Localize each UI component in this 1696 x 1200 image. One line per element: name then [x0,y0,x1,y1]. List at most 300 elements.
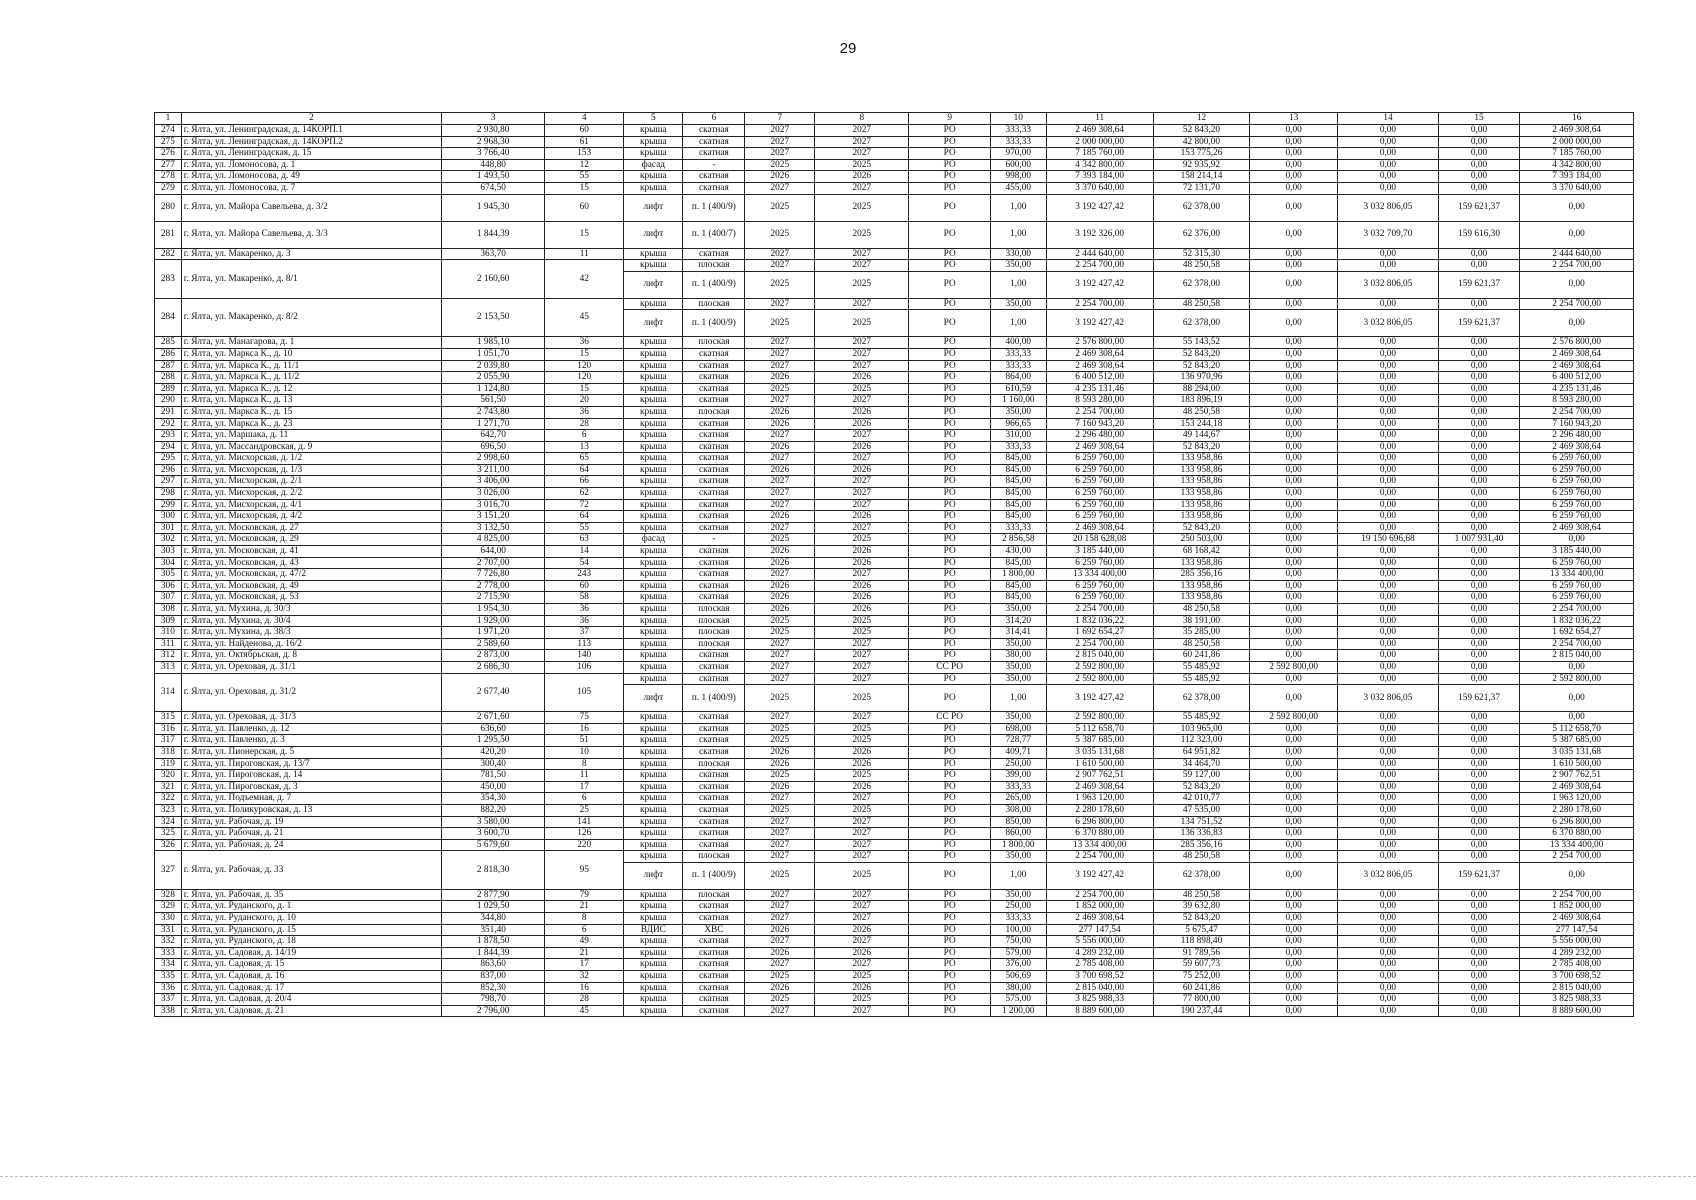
row-number-cell: 336 [155,982,182,994]
cell-h: 970,00 [990,148,1046,160]
cell-k: 0,00 [1250,476,1338,488]
table-row [155,360,1634,372]
cell-i: 3 192 427,42 [1046,862,1153,889]
cell-e: 2027 [745,395,815,407]
row-number-cell: 334 [155,959,182,971]
address-cell: г. Ялта, ул. Пироговская, д. 3 [181,781,441,793]
cell-k: 0,00 [1250,959,1338,971]
cell-c: крыша [624,627,683,639]
cell-k: 0,00 [1250,839,1338,851]
cell-j: 52 843,20 [1153,348,1249,360]
cell-o: 2 254 700,00 [1520,638,1634,650]
cell-o: 1 832 036,22 [1520,615,1634,627]
cell-i: 6 259 760,00 [1046,511,1153,523]
cell-e: 2027 [745,901,815,913]
cell-l: 0,00 [1338,298,1439,310]
cell-h: 333,33 [990,913,1046,925]
cell-m: 0,00 [1438,592,1519,604]
cell-d: скатная [683,522,745,534]
cell-i: 6 370 880,00 [1046,828,1153,840]
cell-d: скатная [683,650,745,662]
area-cell: 1 051,70 [442,348,545,360]
cell-f: 2025 [815,971,909,983]
cell-g: РО [909,839,990,851]
cell-g: РО [909,592,990,604]
cell-i: 1 692 654,27 [1046,627,1153,639]
cell-e: 2026 [745,372,815,384]
cell-d: скатная [683,511,745,523]
cell-m: 0,00 [1438,148,1519,160]
cell-d: скатная [683,546,745,558]
cell-k: 0,00 [1250,793,1338,805]
cell-o: 2 576 800,00 [1520,337,1634,349]
cell-k: 0,00 [1250,901,1338,913]
cell-j: 72 131,70 [1153,182,1249,194]
cell-o: 0,00 [1520,271,1634,298]
cell-g: РО [909,464,990,476]
row-number-cell: 285 [155,337,182,349]
table-row [155,746,1634,758]
table-row [155,770,1634,782]
cell-k: 0,00 [1250,511,1338,523]
area-cell: 644,00 [442,546,545,558]
cell-e: 2027 [745,793,815,805]
cell-f: 2026 [815,982,909,994]
address-cell: г. Ялта, ул. Руданского, д. 15 [181,924,441,936]
cell-h: 845,00 [990,476,1046,488]
cell-i: 6 259 760,00 [1046,499,1153,511]
cell-d: п. 1 (400/9) [683,194,745,221]
column-header-9: 9 [909,113,990,125]
cell-i: 3 192 427,42 [1046,194,1153,221]
cell-i: 3 185 440,00 [1046,546,1153,558]
area-cell: 2 671,60 [442,712,545,724]
cell-c: крыша [624,476,683,488]
cell-i: 2 254 700,00 [1046,889,1153,901]
cell-m: 0,00 [1438,360,1519,372]
cell-m: 0,00 [1438,248,1519,260]
table-row [155,522,1634,534]
residents-cell: 153 [545,148,624,160]
cell-d: п. 1 (400/9) [683,685,745,712]
cell-o: 2 907 762,51 [1520,770,1634,782]
residents-cell: 54 [545,557,624,569]
address-cell: г. Ялта, ул. Поликуровская, д. 13 [181,804,441,816]
cell-i: 2 815 040,00 [1046,650,1153,662]
cell-j: 49 144,67 [1153,430,1249,442]
cell-l: 0,00 [1338,418,1439,430]
table-row [155,557,1634,569]
cell-j: 47 535,00 [1153,804,1249,816]
cell-h: 698,00 [990,723,1046,735]
cell-k: 0,00 [1250,430,1338,442]
cell-c: лифт [624,310,683,337]
table-row [155,159,1634,171]
cell-m: 0,00 [1438,372,1519,384]
cell-c: крыша [624,125,683,137]
cell-g: РО [909,221,990,248]
cell-h: 350,00 [990,851,1046,863]
cell-o: 6 259 760,00 [1520,580,1634,592]
address-cell: г. Ялта, ул. Маркса К., д. 13 [181,395,441,407]
residents-cell: 37 [545,627,624,639]
table-row [155,383,1634,395]
cell-j: 62 376,00 [1153,221,1249,248]
cell-m: 0,00 [1438,746,1519,758]
cell-l: 0,00 [1338,476,1439,488]
cell-h: 380,00 [990,650,1046,662]
cell-f: 2025 [815,534,909,546]
area-cell: 2 778,00 [442,580,545,592]
area-cell: 351,40 [442,924,545,936]
cell-h: 966,65 [990,418,1046,430]
cell-k: 0,00 [1250,310,1338,337]
cell-f: 2027 [815,959,909,971]
cell-i: 7 393 184,00 [1046,171,1153,183]
row-number-cell: 314 [155,673,182,712]
row-number-cell: 279 [155,182,182,194]
cell-h: 845,00 [990,488,1046,500]
table-row [155,913,1634,925]
area-cell: 5 679,60 [442,839,545,851]
address-cell: г. Ялта, ул. Подъемная, д. 7 [181,793,441,805]
cell-e: 2027 [745,959,815,971]
cell-l: 3 032 806,05 [1338,685,1439,712]
address-cell: г. Ялта, ул. Мисхорская, д. 1/3 [181,464,441,476]
cell-o: 6 259 760,00 [1520,592,1634,604]
cell-l: 0,00 [1338,816,1439,828]
area-cell: 2 677,40 [442,673,545,712]
cell-o: 4 235 131,46 [1520,383,1634,395]
cell-o: 2 254 700,00 [1520,604,1634,616]
cell-f: 2027 [815,816,909,828]
row-number-cell: 275 [155,136,182,148]
cell-o: 277 147,54 [1520,924,1634,936]
cell-c: крыша [624,580,683,592]
cell-o: 6 259 760,00 [1520,476,1634,488]
cell-k: 0,00 [1250,569,1338,581]
cell-h: 399,00 [990,770,1046,782]
cell-l: 0,00 [1338,260,1439,272]
cell-g: РО [909,982,990,994]
cell-j: 48 250,58 [1153,260,1249,272]
cell-d: скатная [683,171,745,183]
row-number-cell: 330 [155,913,182,925]
residents-cell: 13 [545,441,624,453]
cell-d: скатная [683,476,745,488]
area-cell: 2 873,00 [442,650,545,662]
cell-m: 159 616,30 [1438,221,1519,248]
cell-g: РО [909,298,990,310]
cell-f: 2027 [815,125,909,137]
table-row [155,348,1634,360]
cell-d: скатная [683,959,745,971]
cell-m: 0,00 [1438,260,1519,272]
cell-e: 2026 [745,580,815,592]
cell-c: крыша [624,604,683,616]
table-row [155,982,1634,994]
cell-j: 52 843,20 [1153,913,1249,925]
cell-i: 2 280 178,60 [1046,804,1153,816]
area-cell: 2 686,30 [442,661,545,673]
cell-e: 2027 [745,453,815,465]
area-cell: 4 825,00 [442,534,545,546]
area-cell: 450,00 [442,781,545,793]
cell-k: 0,00 [1250,499,1338,511]
cell-f: 2027 [815,182,909,194]
cell-o: 7 393 184,00 [1520,171,1634,183]
cell-m: 0,00 [1438,557,1519,569]
cell-i: 2 592 800,00 [1046,661,1153,673]
cell-d: скатная [683,383,745,395]
row-number-cell: 292 [155,418,182,430]
cell-e: 2026 [745,947,815,959]
cell-h: 864,00 [990,372,1046,384]
area-cell: 882,20 [442,804,545,816]
residents-cell: 79 [545,889,624,901]
cell-o: 2 469 308,64 [1520,360,1634,372]
cell-g: РО [909,685,990,712]
address-cell: г. Ялта, ул. Московская, д. 41 [181,546,441,558]
cell-g: РО [909,194,990,221]
row-number-cell: 294 [155,441,182,453]
cell-c: крыша [624,839,683,851]
cell-e: 2027 [745,430,815,442]
column-header-2: 2 [181,113,441,125]
cell-f: 2027 [815,1005,909,1017]
table-row [155,712,1634,724]
address-cell: г. Ялта, ул. Пионерская, д. 5 [181,746,441,758]
cell-c: лифт [624,194,683,221]
cell-d: скатная [683,557,745,569]
cell-m: 0,00 [1438,913,1519,925]
cell-d: скатная [683,580,745,592]
address-cell: г. Ялта, ул. Московская, д. 49 [181,580,441,592]
cell-j: 52 843,20 [1153,522,1249,534]
cell-d: ХВС [683,924,745,936]
page-number: 29 [839,40,857,57]
column-header-13: 13 [1250,113,1338,125]
address-cell: г. Ялта, ул. Рабочая, д. 33 [181,851,441,890]
cell-g: РО [909,828,990,840]
cell-h: 1,00 [990,194,1046,221]
address-cell: г. Ялта, ул. Ломоносова, д. 1 [181,159,441,171]
cell-f: 2025 [815,159,909,171]
cell-k: 0,00 [1250,360,1338,372]
address-cell: г. Ялта, ул. Маркса К., д. 11/2 [181,372,441,384]
cell-c: крыша [624,182,683,194]
cell-m: 0,00 [1438,638,1519,650]
cell-m: 0,00 [1438,781,1519,793]
cell-m: 0,00 [1438,661,1519,673]
cell-l: 0,00 [1338,522,1439,534]
cell-i: 3 035 131,68 [1046,746,1153,758]
cell-k: 0,00 [1250,971,1338,983]
cell-f: 2026 [815,604,909,616]
area-cell: 3 151,20 [442,511,545,523]
cell-c: крыша [624,136,683,148]
cell-g: СС РО [909,661,990,673]
cell-k: 0,00 [1250,298,1338,310]
cell-h: 506,69 [990,971,1046,983]
row-number-cell: 274 [155,125,182,137]
cell-d: скатная [683,488,745,500]
cell-e: 2025 [745,770,815,782]
residents-cell: 42 [545,260,624,299]
cell-h: 314,20 [990,615,1046,627]
cell-o: 0,00 [1520,221,1634,248]
cell-i: 1 963 120,00 [1046,793,1153,805]
cell-m: 0,00 [1438,522,1519,534]
cell-e: 2025 [745,735,815,747]
cell-m: 0,00 [1438,430,1519,442]
table-row [155,781,1634,793]
area-cell: 2 930,80 [442,125,545,137]
cell-i: 6 259 760,00 [1046,453,1153,465]
cell-c: лифт [624,221,683,248]
cell-f: 2025 [815,627,909,639]
cell-c: крыша [624,746,683,758]
row-number-cell: 320 [155,770,182,782]
cell-j: 55 485,92 [1153,673,1249,685]
cell-f: 2027 [815,839,909,851]
cell-c: крыша [624,260,683,272]
cell-i: 6 259 760,00 [1046,592,1153,604]
cell-m: 0,00 [1438,569,1519,581]
row-number-cell: 338 [155,1005,182,1017]
table-row [155,959,1634,971]
cell-e: 2027 [745,248,815,260]
table-row [155,901,1634,913]
table-row [155,816,1634,828]
cell-d: п. 1 (400/9) [683,271,745,298]
cell-e: 2027 [745,1005,815,1017]
cell-c: крыша [624,936,683,948]
cell-c: крыша [624,673,683,685]
table-row [155,136,1634,148]
cell-l: 0,00 [1338,851,1439,863]
table-row [155,418,1634,430]
cell-f: 2025 [815,804,909,816]
address-cell: г. Ялта, ул. Московская, д. 53 [181,592,441,604]
address-cell: г. Ялта, ул. Найденова, д. 16/2 [181,638,441,650]
cell-k: 0,00 [1250,936,1338,948]
cell-k: 2 592 800,00 [1250,661,1338,673]
cell-g: РО [909,862,990,889]
cell-e: 2025 [745,627,815,639]
cell-d: плоская [683,260,745,272]
cell-k: 0,00 [1250,441,1338,453]
residents-cell: 21 [545,947,624,959]
cell-m: 0,00 [1438,546,1519,558]
cell-o: 2 254 700,00 [1520,889,1634,901]
cell-o: 1 852 000,00 [1520,901,1634,913]
area-cell: 2 998,60 [442,453,545,465]
cell-k: 0,00 [1250,723,1338,735]
row-number-cell: 326 [155,839,182,851]
row-number-cell: 295 [155,453,182,465]
cell-e: 2027 [745,638,815,650]
cell-m: 0,00 [1438,816,1519,828]
cell-o: 1 963 120,00 [1520,793,1634,805]
cell-l: 0,00 [1338,1005,1439,1017]
area-cell: 1 929,00 [442,615,545,627]
column-header-3: 3 [442,113,545,125]
residents-cell: 36 [545,604,624,616]
cell-k: 0,00 [1250,851,1338,863]
cell-i: 6 296 800,00 [1046,816,1153,828]
area-cell: 696,50 [442,441,545,453]
cell-g: РО [909,360,990,372]
cell-c: крыша [624,723,683,735]
cell-g: РО [909,793,990,805]
cell-o: 1 610 500,00 [1520,758,1634,770]
cell-j: 62 378,00 [1153,862,1249,889]
row-number-cell: 321 [155,781,182,793]
cell-c: крыша [624,851,683,863]
cell-o: 2 254 700,00 [1520,298,1634,310]
cell-e: 2026 [745,758,815,770]
cell-j: 48 250,58 [1153,406,1249,418]
cell-g: РО [909,580,990,592]
cell-l: 0,00 [1338,159,1439,171]
cell-f: 2027 [815,395,909,407]
cell-j: 62 378,00 [1153,194,1249,221]
cell-m: 0,00 [1438,839,1519,851]
area-cell: 1 844,39 [442,221,545,248]
cell-j: 133 958,86 [1153,499,1249,511]
area-cell: 2 589,60 [442,638,545,650]
cell-o: 6 370 880,00 [1520,828,1634,840]
row-number-cell: 307 [155,592,182,604]
cell-h: 376,00 [990,959,1046,971]
cell-l: 0,00 [1338,712,1439,724]
cell-i: 3 700 698,52 [1046,971,1153,983]
table-row [155,804,1634,816]
cell-f: 2025 [815,862,909,889]
cell-j: 158 214,14 [1153,171,1249,183]
cell-e: 2026 [745,464,815,476]
cell-f: 2026 [815,441,909,453]
cell-c: крыша [624,569,683,581]
cell-k: 0,00 [1250,994,1338,1006]
cell-j: 42 010,77 [1153,793,1249,805]
residents-cell: 63 [545,534,624,546]
cell-m: 0,00 [1438,125,1519,137]
cell-d: скатная [683,913,745,925]
address-cell: г. Ялта, ул. Садовая, д. 14/19 [181,947,441,959]
area-cell: 1 493,50 [442,171,545,183]
area-cell: 2 160,60 [442,260,545,299]
cell-i: 2 815 040,00 [1046,982,1153,994]
cell-i: 3 192 427,42 [1046,685,1153,712]
cell-e: 2027 [745,499,815,511]
cell-l: 0,00 [1338,580,1439,592]
cell-e: 2027 [745,569,815,581]
cell-c: крыша [624,372,683,384]
cell-j: 55 485,92 [1153,661,1249,673]
cell-g: РО [909,522,990,534]
cell-l: 0,00 [1338,546,1439,558]
cell-f: 2027 [815,298,909,310]
cell-g: РО [909,271,990,298]
cell-k: 0,00 [1250,337,1338,349]
cell-h: 845,00 [990,453,1046,465]
cell-f: 2025 [815,735,909,747]
cell-f: 2027 [815,661,909,673]
table-row [155,592,1634,604]
cell-m: 0,00 [1438,615,1519,627]
